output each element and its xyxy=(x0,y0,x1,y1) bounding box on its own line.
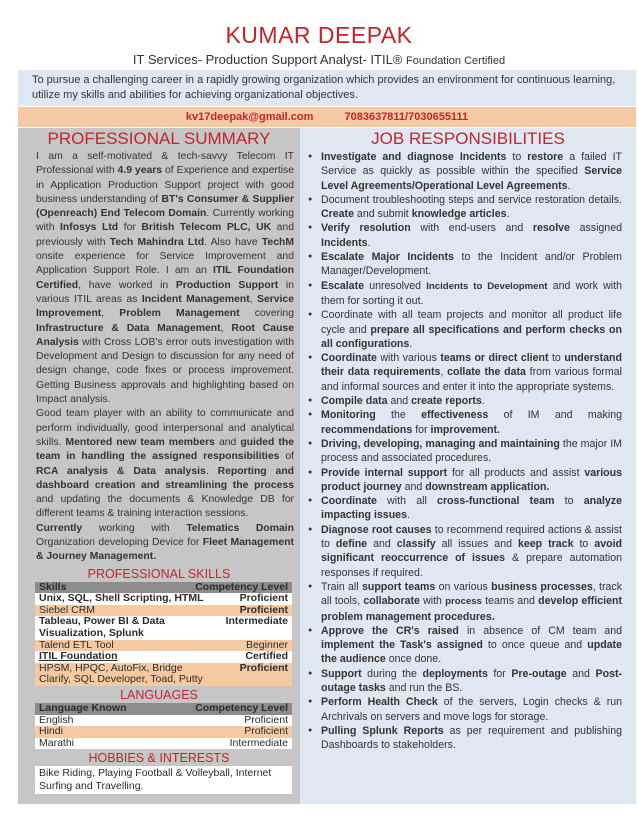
list-item: ● Train all support teams on various business processes, track all tools, collaborate with process teams and develop efficient problem management procedures. xyxy=(308,580,622,624)
list-item: ● Pulling Splunk Reports as per requirement and publishing Dashboards to stakeholders. xyxy=(308,724,622,753)
right-column xyxy=(300,128,636,804)
list-item: ● Coordinate with all cross-functional team to analyze impacting issues. xyxy=(308,494,622,523)
list-item: ● Investigate and diagnose Incidents to restore a failed IT Service as quickly as possible within the specified Service Level Agreements/Operational Level Agreements. xyxy=(308,150,622,193)
professional-summary-heading: PROFESSIONAL SUMMARY xyxy=(47,129,271,148)
list-item: ● Coordinate with all team projects and monitor all product life cycle and prepare all specifications and perform checks on all configurations. xyxy=(308,308,622,351)
table-row: Clarify, SQL Developer, Toad, Putty xyxy=(35,674,292,686)
list-item: ● Monitoring the effectiveness of IM and making recommendations for improvement. xyxy=(308,408,622,437)
list-item: ● Verify resolution with end-users and resolve assigned Incidents. xyxy=(308,221,622,250)
skills-table-header: Skills Competency Level xyxy=(35,582,292,594)
list-item: ● Approve the CR's raised in absence of CM team and implement the Task's assigned to once queue and update the audience once done. xyxy=(308,624,622,667)
list-item: ● Escalate unresolved Incidents to Development and work with them for sorting it out. xyxy=(308,279,622,309)
skills-table xyxy=(35,582,292,686)
table-row: Tableau, Power BI & Data Visualization, Splunk Intermediate xyxy=(35,616,292,639)
candidate-name: KUMAR DEEPAK xyxy=(225,22,413,48)
summary-paragraph-2: Good team player with an ability to communicate and perform individually, good interpersonal and analytical skills. Mentored new team members and guided the team in handling the assigned responsibilities of RCA analysis & Data analysis. Reporting and dashboard creation and streamlining the process and updating the documents & Knowledge DB for different teams & training interaction sessions. xyxy=(36,408,295,520)
email-address[interactable]: kv17deepak@gmail.com xyxy=(185,111,314,123)
phone-number: 7083637811/7030655111 xyxy=(344,111,469,123)
career-objective: To pursue a challenging career in a rapidly growing organization which provides an environment for continuous learning, utilize my skills and abilities for achieving organizational objectives. xyxy=(18,70,636,106)
languages-table-header: Language Known Competency Level xyxy=(35,703,292,715)
hobbies-heading: HOBBIES & INTERESTS xyxy=(88,751,230,766)
job-title-main: IT Services- Production Support Analyst- ITIL® xyxy=(132,52,403,67)
table-row: English Proficient xyxy=(35,715,292,727)
hobbies-text: Bike Riding, Playing Football & Volleyball, Internet Surfing and Travelling. xyxy=(35,766,292,794)
left-column xyxy=(18,128,300,804)
table-row: Siebel CRM Proficient xyxy=(35,605,292,617)
contact-bar xyxy=(18,107,636,127)
list-item: ● Perform Health Check of the servers, Login checks & run Archrivals on servers and move logs for storage. xyxy=(308,695,622,724)
table-row: Talend ETL Tool Beginner xyxy=(35,640,292,652)
list-item: ● Diagnose root causes to recommend required actions & assist to define and classify all issues and keep track to avoid significant reoccurrence of issues & prepare automation responses if required. xyxy=(308,523,622,580)
list-item: ● Document troubleshooting steps and service restoration details. Create and submit knowledge articles. xyxy=(308,193,622,222)
job-title-certification: Foundation Certified xyxy=(406,55,506,67)
list-item: ● Driving, developing, managing and maintaining the major IM process and associated procedures. xyxy=(308,437,622,466)
summary-paragraph-3: Currently working with Telematics Domain Organization developing Device for Fleet Management & Journey Management. xyxy=(36,522,294,563)
table-row: Marathi Intermediate xyxy=(35,738,292,750)
list-item: ● Support during the deployments for Pre-outage and Post-outage tasks and run the BS. xyxy=(308,667,622,696)
job-responsibilities-heading: JOB RESPONSIBILITIES xyxy=(371,129,565,148)
languages-heading: LANGUAGES xyxy=(120,687,198,702)
table-row: HPSM, HPQC, AutoFix, Bridge Proficient xyxy=(35,663,292,675)
professional-skills-heading: PROFESSIONAL SKILLS xyxy=(87,566,231,581)
list-item: ● Compile data and create reports. xyxy=(308,394,622,408)
list-item: ● Escalate Major Incidents to the Incident and/or Problem Manager/Development. xyxy=(308,250,622,279)
professional-summary-text xyxy=(18,150,300,565)
table-row: Hindi Proficient xyxy=(35,726,292,738)
table-row: ITIL Foundation Certified xyxy=(35,651,292,663)
list-item: ● Provide internal support for all products and assist various product journey and downstream application. xyxy=(308,466,622,495)
list-item: ● Coordinate with various teams or direct client to understand their data requirements, collate the data from various formal and informal sources and enter it into the appropriate systems. xyxy=(308,351,622,394)
table-row: Unix, SQL, Shell Scripting, HTML Proficient xyxy=(35,593,292,605)
job-title xyxy=(0,52,638,67)
summary-paragraph-1: I am a self-motivated & tech-savvy Telecom IT Professional with 4.9 years of Experience and expertise in Application Production Support project with good business understanding of BT's Consumer & Supplier (Openreach) End Telecom Domain. Currently working with Infosys Ltd for British Telecom PLC, UK and previously with Tech Mahindra Ltd. Also have TechM onsite experience for Service Improvement and Application Support Role. I am an ITIL Foundation Certified, have worked in Production Support in various ITIL areas as Incident Management, Service Improvement, Problem Management covering Infrastructure & Data Management, Root Cause Analysis with Cross LOB's error outs investigation with Development and Design to discussion for any need of design change, code fixes or process improvement. Getting Business approvals and highlighting based on Impact analysis. xyxy=(36,151,295,406)
languages-table xyxy=(35,703,292,749)
responsibilities-list xyxy=(300,150,636,752)
